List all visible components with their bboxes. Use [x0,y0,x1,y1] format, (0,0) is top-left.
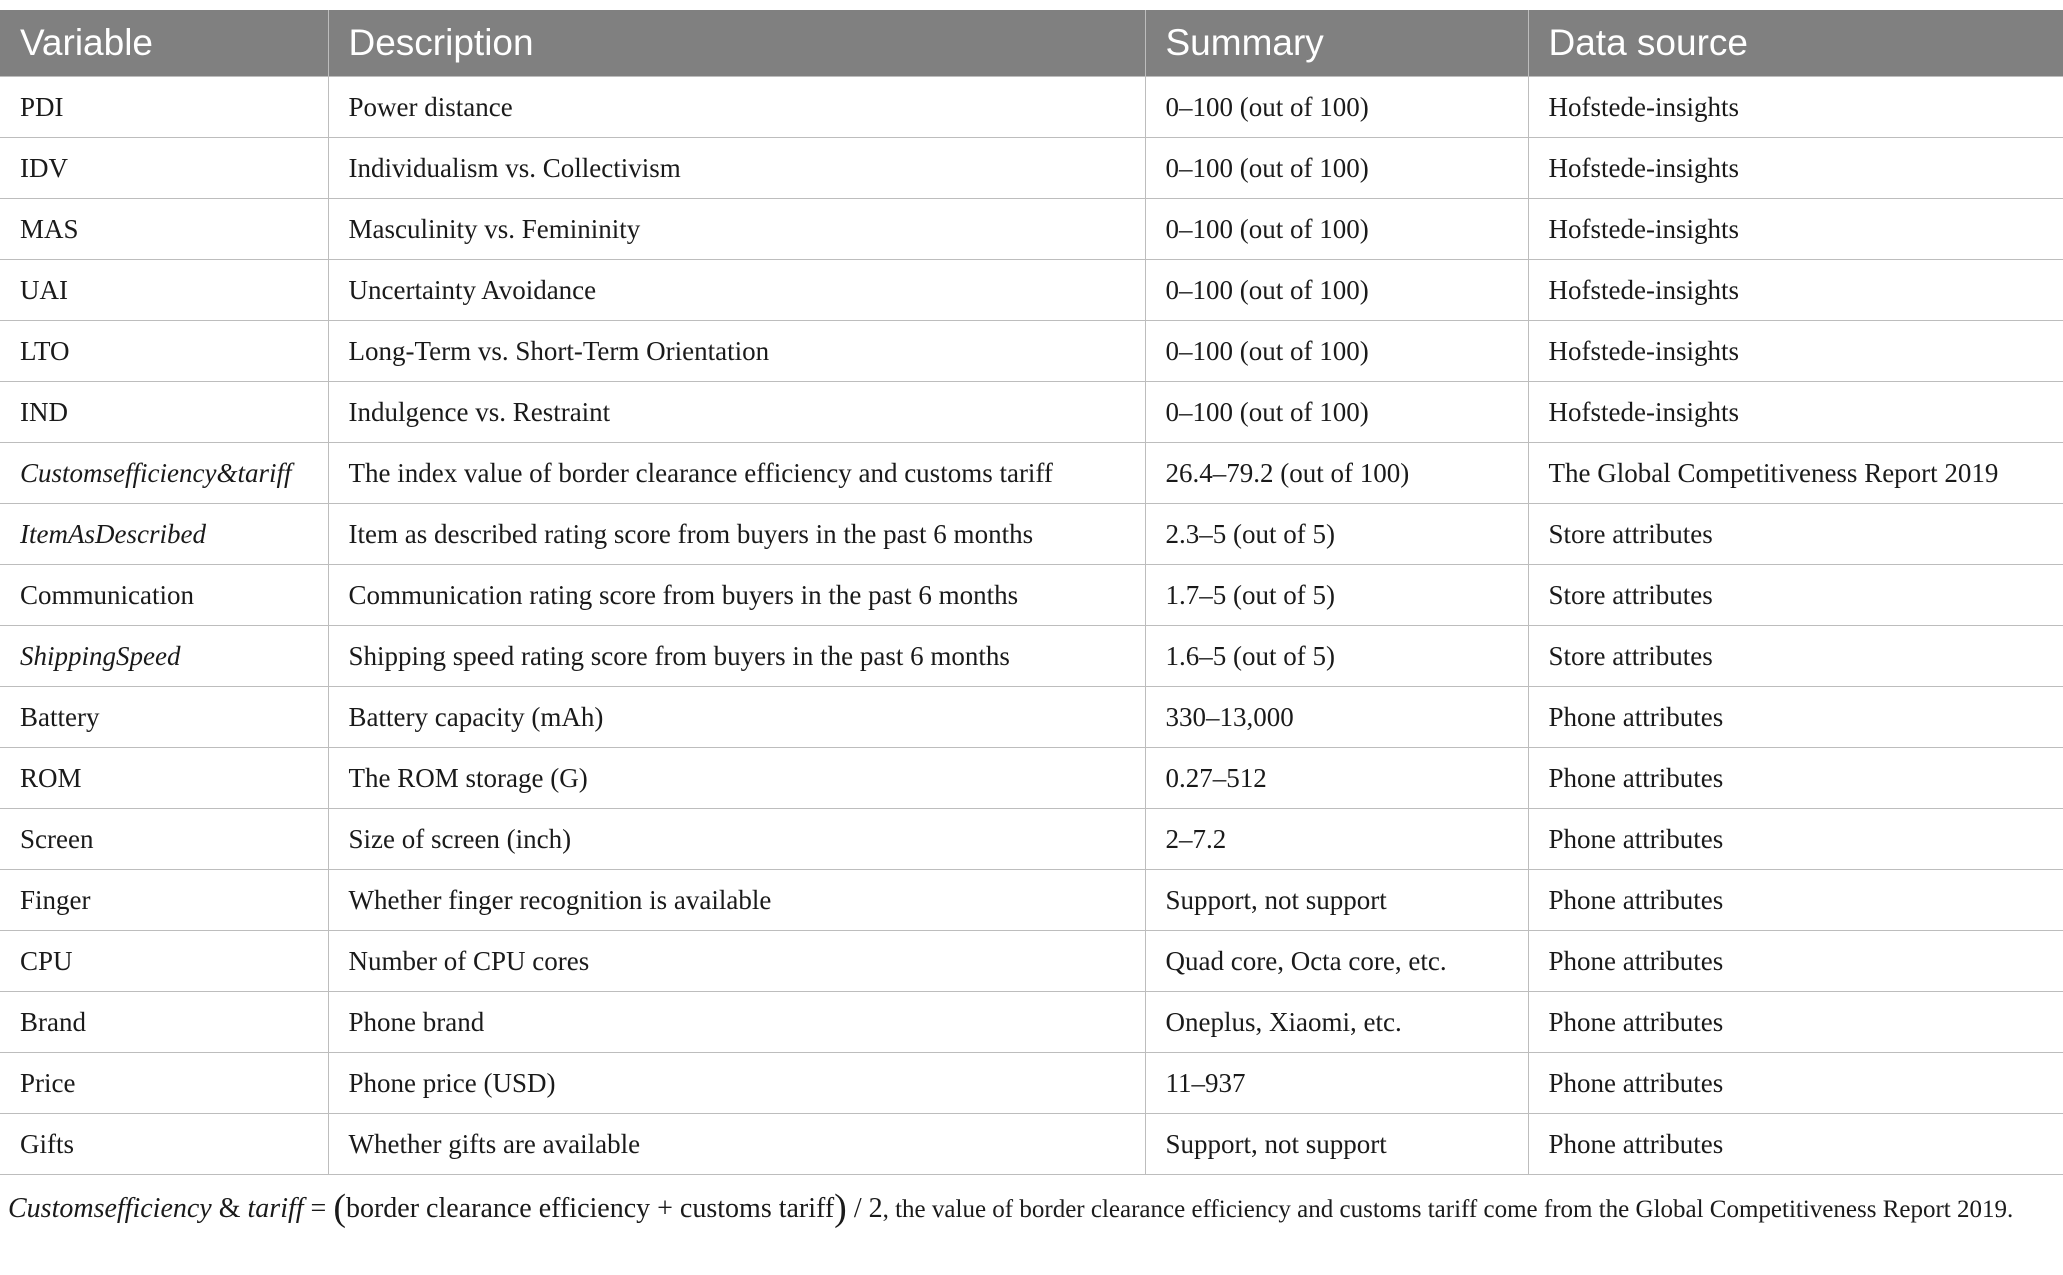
table-row [0,382,2063,443]
cell-data-source: Hofstede-insights [1528,260,2063,321]
cell-data-source: Store attributes [1528,504,2063,565]
cell-variable: ItemAsDescribed [0,504,328,565]
table-row [0,992,2063,1053]
cell-description: Long-Term vs. Short-Term Orientation [328,321,1145,382]
cell-data-source: Phone attributes [1528,1114,2063,1175]
cell-variable: UAI [0,260,328,321]
cell-variable: Customsefficiency&tariff [0,443,328,504]
header-data-source: Data source [1528,10,2063,77]
cell-summary: 0–100 (out of 100) [1145,199,1528,260]
cell-description: Size of screen (inch) [328,809,1145,870]
cell-data-source: Store attributes [1528,565,2063,626]
cell-description: Number of CPU cores [328,931,1145,992]
cell-data-source: Phone attributes [1528,992,2063,1053]
cell-description: Communication rating score from buyers in the past 6 months [328,565,1145,626]
cell-description: Individualism vs. Collectivism [328,138,1145,199]
header-summary: Summary [1145,10,1528,77]
cell-description: The index value of border clearance efficiency and customs tariff [328,443,1145,504]
cell-variable: PDI [0,77,328,138]
table-row [0,504,2063,565]
table-row [0,626,2063,687]
variables-table [0,10,2063,1175]
table-row [0,199,2063,260]
cell-variable: IND [0,382,328,443]
formula-open-paren: ( [333,1187,346,1229]
footnote-formula [8,1187,883,1229]
header-row [0,10,2063,77]
cell-summary: Support, not support [1145,870,1528,931]
cell-variable: ROM [0,748,328,809]
table-row [0,870,2063,931]
footnote-text: , the value of border clearance efficiency and customs tariff come from the Global Competitiveness Report 2019. [882,1196,2014,1223]
cell-summary: 1.6–5 (out of 5) [1145,626,1528,687]
cell-variable: Screen [0,809,328,870]
cell-description: Battery capacity (mAh) [328,687,1145,748]
cell-data-source: Phone attributes [1528,870,2063,931]
formula-equals: = [303,1193,334,1224]
cell-summary: 0–100 (out of 100) [1145,260,1528,321]
cell-description: Whether gifts are available [328,1114,1145,1175]
cell-variable: Communication [0,565,328,626]
cell-data-source: Phone attributes [1528,1053,2063,1114]
header-variable: Variable [0,10,328,77]
table-footnote [0,1188,2040,1230]
formula-divide: / 2 [846,1193,883,1224]
cell-variable: Brand [0,992,328,1053]
formula-tariff: tariff [247,1193,304,1224]
cell-summary: Support, not support [1145,1114,1528,1175]
cell-description: Indulgence vs. Restraint [328,382,1145,443]
variables-table-container [0,10,2063,1175]
cell-summary: 1.7–5 (out of 5) [1145,565,1528,626]
cell-summary: 26.4–79.2 (out of 100) [1145,443,1528,504]
cell-data-source: Hofstede-insights [1528,138,2063,199]
cell-data-source: Hofstede-insights [1528,199,2063,260]
table-header [0,10,2063,77]
cell-summary: Oneplus, Xiaomi, etc. [1145,992,1528,1053]
table-row [0,931,2063,992]
table-row [0,321,2063,382]
table-row [0,77,2063,138]
cell-summary: 0–100 (out of 100) [1145,382,1528,443]
cell-data-source: Phone attributes [1528,687,2063,748]
cell-data-source: Hofstede-insights [1528,77,2063,138]
formula-inner: border clearance efficiency + customs tariff [345,1193,835,1224]
formula-lhs: Customsefficiency [8,1193,212,1224]
cell-variable: Price [0,1053,328,1114]
cell-summary: 0–100 (out of 100) [1145,321,1528,382]
cell-variable: CPU [0,931,328,992]
table-row [0,1053,2063,1114]
cell-description: Uncertainty Avoidance [328,260,1145,321]
cell-variable: ShippingSpeed [0,626,328,687]
cell-summary: 2.3–5 (out of 5) [1145,504,1528,565]
cell-summary: 11–937 [1145,1053,1528,1114]
cell-description: Phone price (USD) [328,1053,1145,1114]
formula-close-paren: ) [834,1187,847,1229]
cell-description: Item as described rating score from buyers in the past 6 months [328,504,1145,565]
table-row [0,443,2063,504]
cell-variable: IDV [0,138,328,199]
cell-description: Phone brand [328,992,1145,1053]
cell-summary: 0–100 (out of 100) [1145,138,1528,199]
cell-summary: 330–13,000 [1145,687,1528,748]
cell-data-source: Phone attributes [1528,748,2063,809]
cell-data-source: Phone attributes [1528,809,2063,870]
cell-description: Shipping speed rating score from buyers in the past 6 months [328,626,1145,687]
cell-variable: Gifts [0,1114,328,1175]
table-row [0,1114,2063,1175]
cell-description: Masculinity vs. Femininity [328,199,1145,260]
cell-data-source: Hofstede-insights [1528,382,2063,443]
cell-summary: Quad core, Octa core, etc. [1145,931,1528,992]
header-description: Description [328,10,1145,77]
cell-summary: 0–100 (out of 100) [1145,77,1528,138]
cell-data-source: Store attributes [1528,626,2063,687]
table-row [0,565,2063,626]
table-row [0,748,2063,809]
cell-data-source: Hofstede-insights [1528,321,2063,382]
cell-data-source: The Global Competitiveness Report 2019 [1528,443,2063,504]
cell-variable: Battery [0,687,328,748]
cell-description: The ROM storage (G) [328,748,1145,809]
cell-description: Power distance [328,77,1145,138]
cell-description: Whether finger recognition is available [328,870,1145,931]
table-body [0,77,2063,1175]
cell-variable: Finger [0,870,328,931]
cell-variable: LTO [0,321,328,382]
table-row [0,687,2063,748]
cell-variable: MAS [0,199,328,260]
formula-ampersand: & [211,1193,248,1224]
table-row [0,260,2063,321]
table-row [0,809,2063,870]
table-row [0,138,2063,199]
cell-summary: 2–7.2 [1145,809,1528,870]
cell-data-source: Phone attributes [1528,931,2063,992]
cell-summary: 0.27–512 [1145,748,1528,809]
